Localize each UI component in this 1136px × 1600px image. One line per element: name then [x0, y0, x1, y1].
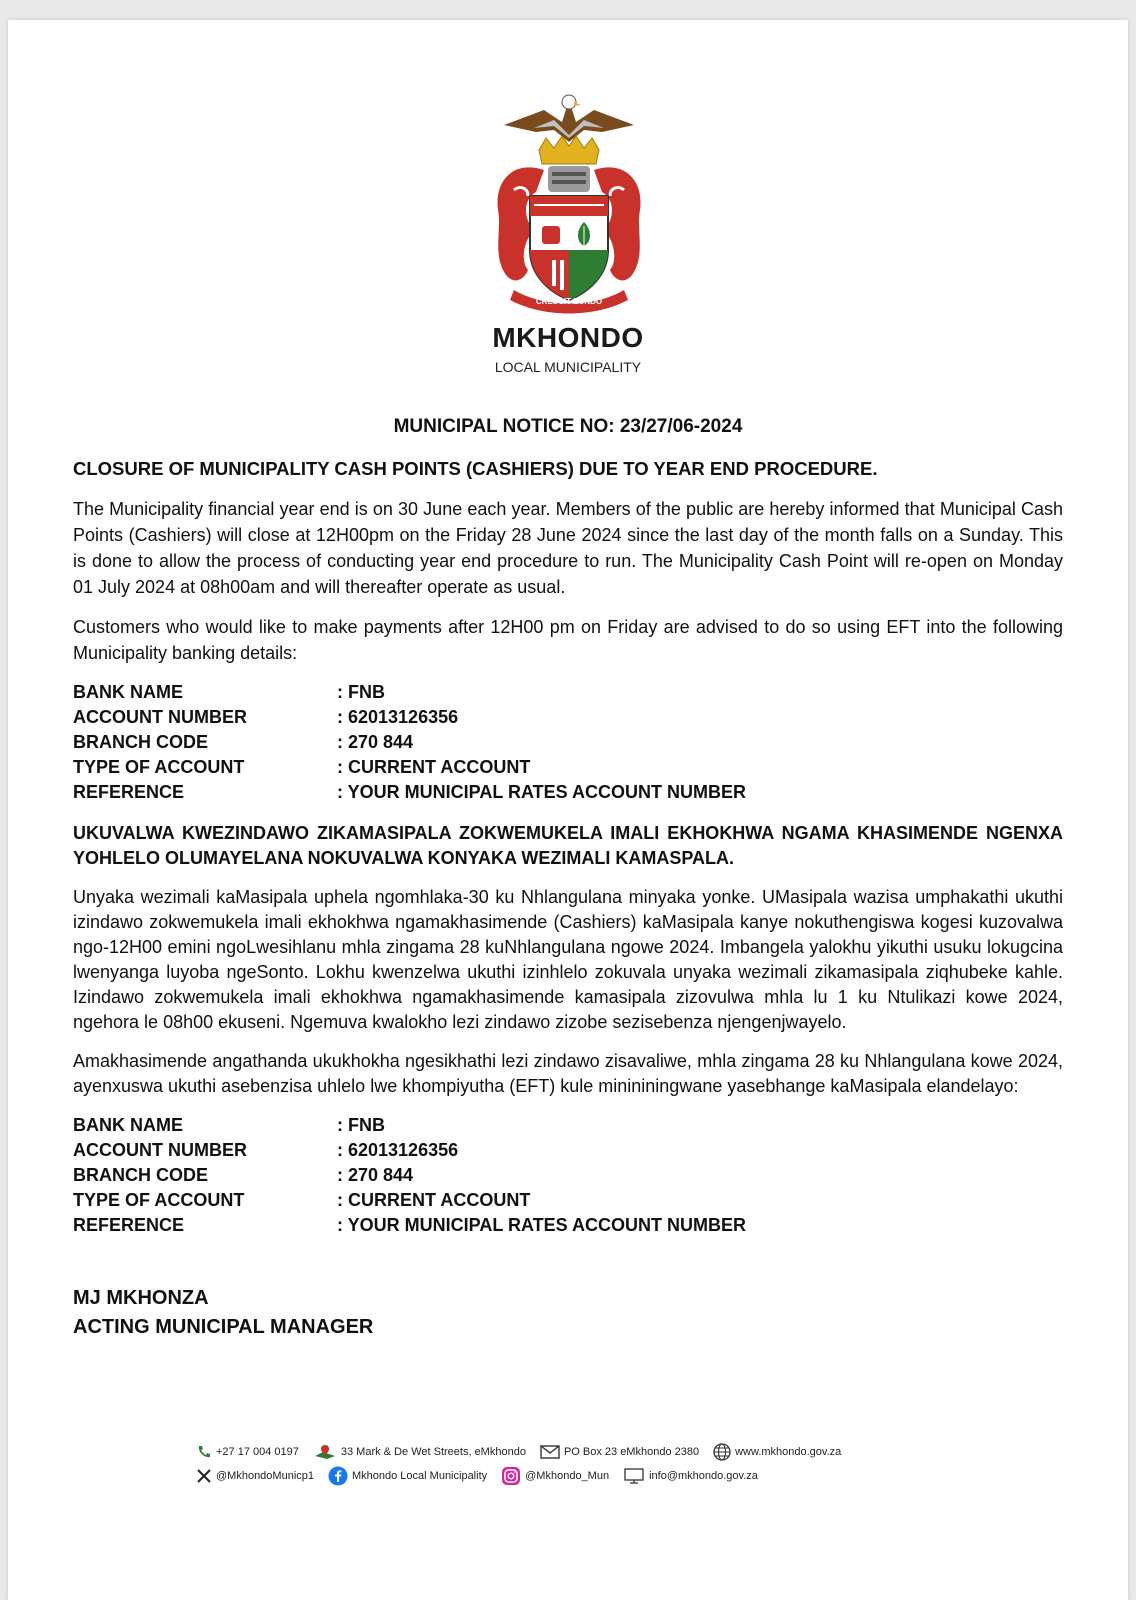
instagram-icon: [501, 1466, 521, 1486]
zulu-paragraph-1: Unyaka wezimali kaMasipala uphela ngomhlaka-30 ku Nhlangulana minyaka yonke. UMasipala wazisa umphakathi ukuthi izindawo zokwemukela imali ekhokhwa ngamakhasimende (Cashiers) kaMasipala kanye nokuthengiswa kogesi kuzovalwa ngo-12H00 emini ngoLwesihlanu mhla zingama 28 kuNhlangulana ngowe 2024. Imbangela yalokhu yikuthi usuku lokugcina lwenyanga luyoba ngeSonto. Lokhu kwenzelwa ukuthi izinhlelo zokuvala unyaka wezimali zikamasipala ziqhubeke kahle. Izindawo zokwemukela imali ekhokhwa ngamakhasimende kamasipala zizovulwa mhla lu 1 ku Ntulikazi kowe 2024, ngehora le 08h00 ekuseni. Ngemuva kwalokho lezi zindawo zizobe sezisebenza njengenjwayelo.: [73, 887, 1063, 1032]
footer-website[interactable]: www.mkhondo.gov.za: [713, 1443, 841, 1461]
notice-number: MUNICIPAL NOTICE NO: 23/27/06-2024: [393, 416, 743, 437]
organisation-subtitle: LOCAL MUNICIPALITY: [494, 359, 642, 375]
zulu-paragraph-2: Amakhasimende angathanda ukukhokha ngesikhathi lezi zindawo zisavaliwe, mhla zingama 28 ku Nhlangulana kowe 2024, ayenxuswa ukuthi asebenzisa uhlelo lwe khompiyutha (EFT) kule minininingwane yasebhange kaMasipala elandelayo:: [73, 1051, 1063, 1096]
mail-icon: [540, 1445, 560, 1459]
bank-row: ACCOUNT NUMBER : 62013126356: [73, 1140, 459, 1160]
english-heading: CLOSURE OF MUNICIPALITY CASH POINTS (CASHIERS) DUE TO YEAR END PROCEDURE.: [73, 458, 878, 479]
bank-row: REFERENCE : YOUR MUNICIPAL RATES ACCOUNT NUMBER: [73, 1215, 746, 1235]
municipal-crest-logo: [484, 80, 654, 320]
x-logo-icon: [196, 1468, 212, 1484]
organisation-name: MKHONDO: [492, 322, 644, 353]
bank-row: REFERENCE : YOUR MUNICIPAL RATES ACCOUNT NUMBER: [73, 782, 746, 802]
banking-details-zulu: [73, 1113, 1063, 1238]
bank-row: TYPE OF ACCOUNT : CURRENT ACCOUNT: [73, 757, 531, 777]
phone-icon: [196, 1444, 212, 1460]
bank-row: BRANCH CODE : 270 844: [73, 732, 414, 752]
bank-row: BRANCH CODE : 270 844: [73, 1165, 414, 1185]
signatory-name: MJ MKHONZA: [73, 1287, 209, 1309]
footer-po-box: PO Box 23 eMkhondo 2380: [540, 1445, 699, 1459]
facebook-icon: [328, 1466, 348, 1486]
bank-row: ACCOUNT NUMBER : 62013126356: [73, 707, 459, 727]
banking-details-english: [73, 680, 1063, 805]
footer-address: 33 Mark & De Wet Streets, eMkhondo: [313, 1444, 526, 1460]
computer-icon: [623, 1468, 645, 1484]
footer-facebook[interactable]: Mkhondo Local Municipality: [328, 1466, 487, 1486]
bank-row: BANK NAME : FNB: [73, 682, 385, 702]
signature-block: [73, 1284, 1063, 1342]
notice-body: [73, 456, 1063, 1342]
map-pin-icon: [313, 1444, 337, 1460]
globe-icon: [713, 1443, 731, 1461]
bank-row: BANK NAME : FNB: [73, 1115, 385, 1135]
crest-motto: CRESCIT EUNDO: [535, 297, 603, 306]
signatory-title: ACTING MUNICIPAL MANAGER: [73, 1316, 374, 1338]
english-paragraph-2: Customers who would like to make payments after 12H00 pm on Friday are advised to do so using EFT into the following Municipality banking details:: [73, 617, 1063, 663]
footer-x-handle[interactable]: @MkhondoMunicp1: [196, 1468, 314, 1484]
footer-phone[interactable]: +27 17 004 0197: [196, 1444, 299, 1460]
english-paragraph-1: The Municipality financial year end is on 30 June each year. Members of the public are hereby informed that Municipal Cash Points (Cashiers) will close at 12H00pm on the Friday 28 June 2024 since the last day of the month falls on a Sunday. This is done to allow the process of conducting year end procedure to run. The Municipality Cash Point will re-open on Monday 01 July 2024 at 08h00am and will thereafter operate as usual.: [73, 499, 1063, 597]
footer-instagram[interactable]: @Mkhondo_Mun: [501, 1466, 609, 1486]
zulu-heading: UKUVALWA KWEZINDAWO ZIKAMASIPALA ZOKWEMUKELA IMALI EKHOKHWA NGAMA KHASIMENDE NGENXA YOHLELO OLUMAYELANA NOKUVALWA KONYAKA WEZIMALI KAMASPALA.: [73, 823, 1063, 868]
bank-row: TYPE OF ACCOUNT : CURRENT ACCOUNT: [73, 1190, 531, 1210]
footer-email[interactable]: info@mkhondo.gov.za: [623, 1468, 758, 1484]
contact-footer: [196, 1440, 916, 1488]
